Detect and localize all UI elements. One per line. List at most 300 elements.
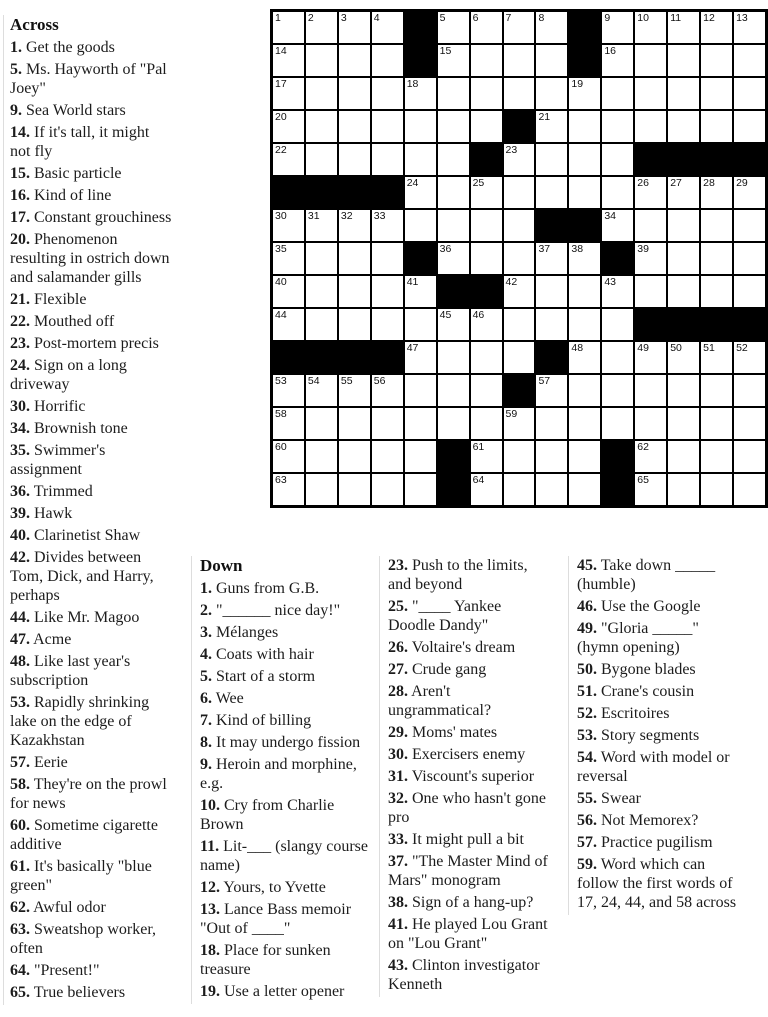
grid-cell[interactable] <box>635 441 666 472</box>
grid-cell[interactable] <box>602 276 633 307</box>
cell-number: 35 <box>275 243 287 255</box>
grid-cell[interactable] <box>635 45 666 76</box>
clue: 61. It's basically "blue green" <box>10 858 152 894</box>
grid-cell[interactable] <box>504 78 535 109</box>
grid-cell[interactable] <box>339 309 370 340</box>
clue-number: 48. <box>10 653 30 670</box>
grid-cell[interactable] <box>438 243 469 274</box>
grid-cell[interactable] <box>536 408 567 439</box>
across-header: Across <box>10 15 59 34</box>
grid-cell[interactable] <box>339 375 370 406</box>
grid-cell[interactable] <box>569 474 600 505</box>
grid-cell[interactable] <box>405 144 436 175</box>
grid-cell[interactable] <box>668 177 699 208</box>
grid-cell[interactable] <box>734 111 765 142</box>
cell-number: 1 <box>275 12 281 24</box>
grid-block <box>635 144 666 175</box>
cell-number: 45 <box>439 309 452 321</box>
grid-cell[interactable] <box>569 78 600 109</box>
cell-number: 41 <box>406 276 419 288</box>
grid-cell[interactable] <box>668 441 699 472</box>
grid-cell[interactable] <box>635 111 666 142</box>
grid-block <box>734 144 765 175</box>
clue-number: 51. <box>577 683 597 700</box>
clue: 47. Acme <box>10 631 72 648</box>
grid-cell[interactable] <box>372 408 403 439</box>
grid-cell[interactable] <box>602 375 633 406</box>
cell-number: 38 <box>571 243 584 255</box>
clue: 45. Take down _____ (humble) <box>577 557 716 593</box>
clue-number: 25. <box>388 598 408 615</box>
grid-cell[interactable] <box>701 243 732 274</box>
clue: 14. If it's tall, it might not fly <box>10 124 150 160</box>
clue: 23. Push to the limits, and beyond <box>388 557 528 593</box>
grid-cell[interactable] <box>471 243 502 274</box>
grid-cell[interactable] <box>635 408 666 439</box>
grid-block <box>306 342 337 373</box>
cell-number: 51 <box>703 342 715 354</box>
grid-cell[interactable] <box>471 111 502 142</box>
grid-cell[interactable] <box>273 45 304 76</box>
clue: 33. It might pull a bit <box>388 831 524 848</box>
grid-block <box>569 210 600 241</box>
cell-number: 61 <box>472 441 485 453</box>
grid-cell[interactable] <box>668 474 699 505</box>
cell-number: 42 <box>505 276 518 288</box>
grid-cell[interactable] <box>701 441 732 472</box>
grid-cell[interactable] <box>273 210 304 241</box>
grid-cell[interactable] <box>602 111 633 142</box>
clue: 9. Sea World stars <box>10 102 126 119</box>
grid-cell[interactable] <box>372 441 403 472</box>
grid-cell[interactable] <box>701 276 732 307</box>
grid-cell[interactable] <box>668 243 699 274</box>
grid-cell[interactable] <box>536 177 567 208</box>
clue: 55. Swear <box>577 790 641 807</box>
grid-block <box>306 177 337 208</box>
grid-cell[interactable] <box>504 210 535 241</box>
cell-number: 46 <box>472 309 485 321</box>
clue: 65. True believers <box>10 984 126 1001</box>
grid-cell[interactable] <box>536 78 567 109</box>
grid-cell[interactable] <box>635 78 666 109</box>
clue: 5. Start of a storm <box>200 668 316 685</box>
grid-cell[interactable] <box>536 375 567 406</box>
grid-cell[interactable] <box>602 177 633 208</box>
grid-cell[interactable] <box>306 111 337 142</box>
grid-cell[interactable] <box>635 342 666 373</box>
grid-cell[interactable] <box>668 210 699 241</box>
cell-number: 40 <box>275 276 287 288</box>
grid-block <box>504 375 535 406</box>
grid-cell[interactable] <box>668 276 699 307</box>
grid-block <box>668 144 699 175</box>
clue-number: 41. <box>388 916 408 933</box>
clue-number: 32. <box>388 790 408 807</box>
grid-cell[interactable] <box>306 45 337 76</box>
grid-cell[interactable] <box>504 441 535 472</box>
grid-block <box>405 243 436 274</box>
grid-cell[interactable] <box>471 177 502 208</box>
grid-cell[interactable] <box>372 375 403 406</box>
clue: 30. Horrific <box>10 398 86 415</box>
grid-cell[interactable] <box>273 408 304 439</box>
crossword-grid <box>270 9 768 508</box>
grid-cell[interactable] <box>504 474 535 505</box>
grid-cell[interactable] <box>471 408 502 439</box>
grid-cell[interactable] <box>668 342 699 373</box>
grid-cell[interactable] <box>569 111 600 142</box>
grid-cell[interactable] <box>339 78 370 109</box>
grid-block <box>471 144 502 175</box>
grid-cell[interactable] <box>339 210 370 241</box>
grid-cell[interactable] <box>635 474 666 505</box>
grid-cell[interactable] <box>372 210 403 241</box>
clue-number: 11. <box>200 838 220 855</box>
grid-cell[interactable] <box>701 210 732 241</box>
grid-cell[interactable] <box>569 243 600 274</box>
cell-number: 8 <box>538 12 545 24</box>
grid-cell[interactable] <box>569 177 600 208</box>
grid-cell[interactable] <box>471 375 502 406</box>
grid-cell[interactable] <box>273 144 304 175</box>
grid-cell[interactable] <box>701 342 732 373</box>
grid-cell[interactable] <box>668 12 699 43</box>
grid-cell[interactable] <box>405 177 436 208</box>
grid-cell[interactable] <box>438 12 469 43</box>
grid-cell[interactable] <box>701 78 732 109</box>
grid-block <box>569 12 600 43</box>
grid-cell[interactable] <box>273 276 304 307</box>
grid-cell[interactable] <box>306 12 337 43</box>
grid-cell[interactable] <box>569 276 600 307</box>
grid-block <box>405 45 436 76</box>
grid-cell[interactable] <box>635 276 666 307</box>
grid-cell[interactable] <box>734 243 765 274</box>
grid-cell[interactable] <box>701 177 732 208</box>
grid-cell[interactable] <box>734 276 765 307</box>
grid-cell[interactable] <box>536 12 567 43</box>
clue: 13. Lance Bass memoir "Out of ____" <box>200 901 352 937</box>
cell-number: 11 <box>670 12 682 24</box>
grid-cell[interactable] <box>405 375 436 406</box>
grid-cell[interactable] <box>405 111 436 142</box>
clue: 32. One who hasn't gone pro <box>388 790 546 826</box>
grid-cell[interactable] <box>602 45 633 76</box>
grid-cell[interactable] <box>438 210 469 241</box>
cell-number: 20 <box>275 111 287 123</box>
grid-cell[interactable] <box>438 375 469 406</box>
clue-number: 1. <box>200 580 212 597</box>
grid-block <box>405 12 436 43</box>
grid-cell[interactable] <box>471 78 502 109</box>
clue: 31. Viscount's superior <box>388 768 535 785</box>
clue-number: 45. <box>577 557 597 574</box>
grid-cell[interactable] <box>635 177 666 208</box>
grid-cell[interactable] <box>536 276 567 307</box>
grid-cell[interactable] <box>734 78 765 109</box>
grid-cell[interactable] <box>701 12 732 43</box>
grid-cell[interactable] <box>306 441 337 472</box>
grid-cell[interactable] <box>668 375 699 406</box>
grid-cell[interactable] <box>306 375 337 406</box>
grid-cell[interactable] <box>602 342 633 373</box>
grid-cell[interactable] <box>635 243 666 274</box>
grid-cell[interactable] <box>734 45 765 76</box>
clue: 26. Voltaire's dream <box>388 639 516 656</box>
grid-cell[interactable] <box>306 309 337 340</box>
grid-block <box>668 309 699 340</box>
grid-cell[interactable] <box>339 45 370 76</box>
cell-number: 57 <box>538 375 551 387</box>
grid-cell[interactable] <box>405 342 436 373</box>
grid-cell[interactable] <box>734 441 765 472</box>
grid-cell[interactable] <box>668 111 699 142</box>
grid-cell[interactable] <box>306 210 337 241</box>
grid-cell[interactable] <box>701 111 732 142</box>
grid-cell[interactable] <box>372 45 403 76</box>
cell-number: 63 <box>275 474 287 486</box>
grid-cell[interactable] <box>273 243 304 274</box>
cell-number: 59 <box>505 408 518 420</box>
grid-cell[interactable] <box>372 276 403 307</box>
grid-cell[interactable] <box>504 408 535 439</box>
grid-cell[interactable] <box>405 474 436 505</box>
grid-cell[interactable] <box>273 474 304 505</box>
grid-cell[interactable] <box>273 78 304 109</box>
grid-block <box>635 309 666 340</box>
clue: 51. Crane's cousin <box>577 683 695 700</box>
grid-cell[interactable] <box>701 474 732 505</box>
grid-cell[interactable] <box>602 78 633 109</box>
cell-number: 14 <box>275 45 287 57</box>
grid-cell[interactable] <box>602 12 633 43</box>
grid-cell[interactable] <box>339 276 370 307</box>
cell-number: 47 <box>406 342 419 354</box>
grid-cell[interactable] <box>405 408 436 439</box>
grid-cell[interactable] <box>504 309 535 340</box>
clue-number: 9. <box>200 756 212 773</box>
grid-cell[interactable] <box>372 144 403 175</box>
grid-cell[interactable] <box>438 309 469 340</box>
cell-number: 23 <box>505 144 518 156</box>
grid-cell[interactable] <box>569 408 600 439</box>
grid-cell[interactable] <box>471 309 502 340</box>
clue-number: 44. <box>10 609 30 626</box>
grid-cell[interactable] <box>504 276 535 307</box>
grid-cell[interactable] <box>635 375 666 406</box>
grid-cell[interactable] <box>602 309 633 340</box>
grid-block <box>273 342 304 373</box>
grid-cell[interactable] <box>471 210 502 241</box>
grid-cell[interactable] <box>372 309 403 340</box>
grid-cell[interactable] <box>536 144 567 175</box>
grid-cell[interactable] <box>536 111 567 142</box>
grid-cell[interactable] <box>306 144 337 175</box>
cell-number: 31 <box>307 210 320 222</box>
grid-cell[interactable] <box>372 78 403 109</box>
clue-number: 16. <box>10 187 30 204</box>
clue: 9. Heroin and morphine, e.g. <box>200 756 357 792</box>
grid-cell[interactable] <box>536 474 567 505</box>
grid-cell[interactable] <box>668 78 699 109</box>
clue: 41. He played Lou Grant on "Lou Grant" <box>388 916 548 952</box>
grid-cell[interactable] <box>438 144 469 175</box>
clue: 5. Ms. Hayworth of "Pal Joey" <box>10 61 167 97</box>
grid-cell[interactable] <box>273 441 304 472</box>
grid-cell[interactable] <box>635 210 666 241</box>
clue-number: 39. <box>10 505 30 522</box>
grid-cell[interactable] <box>569 309 600 340</box>
grid-cell[interactable] <box>471 441 502 472</box>
clue: 7. Kind of billing <box>200 712 312 729</box>
grid-cell[interactable] <box>438 78 469 109</box>
grid-cell[interactable] <box>306 243 337 274</box>
grid-cell[interactable] <box>339 243 370 274</box>
grid-cell[interactable] <box>504 243 535 274</box>
clue-number: 64. <box>10 962 30 979</box>
grid-cell[interactable] <box>602 408 633 439</box>
grid-cell[interactable] <box>339 474 370 505</box>
grid-cell[interactable] <box>438 342 469 373</box>
clue-number: 34. <box>10 420 30 437</box>
grid-cell[interactable] <box>471 342 502 373</box>
grid-cell[interactable] <box>405 78 436 109</box>
grid-cell[interactable] <box>734 375 765 406</box>
grid-cell[interactable] <box>339 408 370 439</box>
grid-cell[interactable] <box>504 177 535 208</box>
grid-cell[interactable] <box>273 111 304 142</box>
grid-cell[interactable] <box>569 441 600 472</box>
grid-cell[interactable] <box>438 111 469 142</box>
grid-cell[interactable] <box>339 12 370 43</box>
clue-number: 57. <box>577 834 597 851</box>
cell-number: 12 <box>703 12 715 24</box>
grid-block <box>438 276 469 307</box>
grid-cell[interactable] <box>536 309 567 340</box>
grid-cell[interactable] <box>339 111 370 142</box>
cell-number: 9 <box>604 12 611 24</box>
clue-number: 3. <box>200 624 212 641</box>
clue-number: 15. <box>10 165 30 182</box>
clue: 59. Word which can follow the first words of 17, 24, 44, and 58 across <box>577 856 737 911</box>
grid-cell[interactable] <box>273 375 304 406</box>
clue-number: 28. <box>388 683 408 700</box>
grid-cell[interactable] <box>668 408 699 439</box>
clue-number: 52. <box>577 705 597 722</box>
cell-number: 32 <box>340 210 353 222</box>
grid-cell[interactable] <box>273 12 304 43</box>
grid-cell[interactable] <box>372 474 403 505</box>
grid-cell[interactable] <box>504 12 535 43</box>
grid-cell[interactable] <box>405 309 436 340</box>
clue-number: 46. <box>577 598 597 615</box>
grid-cell[interactable] <box>734 474 765 505</box>
clue: 10. Cry from Charlie Brown <box>200 797 335 833</box>
grid-cell[interactable] <box>438 45 469 76</box>
grid-cell[interactable] <box>734 12 765 43</box>
grid-block <box>536 210 567 241</box>
grid-cell[interactable] <box>471 474 502 505</box>
clue: 48. Like last year's subscription <box>10 653 131 689</box>
cell-number: 50 <box>670 342 682 354</box>
cell-number: 53 <box>275 375 287 387</box>
grid-cell[interactable] <box>273 309 304 340</box>
grid-cell[interactable] <box>339 144 370 175</box>
clue-number: 24. <box>10 357 30 374</box>
grid-cell[interactable] <box>635 12 666 43</box>
clue: 19. Use a letter opener <box>200 983 345 1000</box>
grid-cell[interactable] <box>438 177 469 208</box>
grid-cell[interactable] <box>536 45 567 76</box>
clue: 28. Aren't ungrammatical? <box>388 683 492 719</box>
grid-cell[interactable] <box>734 210 765 241</box>
cell-number: 36 <box>439 243 452 255</box>
grid-cell[interactable] <box>701 45 732 76</box>
clue: 40. Clarinetist Shaw <box>10 527 141 544</box>
clue-number: 8. <box>200 734 212 751</box>
cell-number: 58 <box>275 408 287 420</box>
grid-cell[interactable] <box>569 144 600 175</box>
grid-cell[interactable] <box>602 144 633 175</box>
grid-cell[interactable] <box>701 408 732 439</box>
grid-cell[interactable] <box>372 111 403 142</box>
across-clues-column <box>3 15 173 1005</box>
clue: 17. Constant grouchiness <box>10 209 172 226</box>
clue-number: 58. <box>10 776 30 793</box>
cell-number: 52 <box>736 342 748 354</box>
grid-cell[interactable] <box>405 210 436 241</box>
grid-cell[interactable] <box>602 210 633 241</box>
grid-cell[interactable] <box>734 342 765 373</box>
grid-cell[interactable] <box>504 45 535 76</box>
grid-block <box>438 441 469 472</box>
grid-cell[interactable] <box>471 45 502 76</box>
grid-cell[interactable] <box>306 474 337 505</box>
grid-cell[interactable] <box>306 276 337 307</box>
grid-cell[interactable] <box>536 441 567 472</box>
down-clues-column-1 <box>191 556 372 1004</box>
grid-cell[interactable] <box>734 408 765 439</box>
clue-number: 53. <box>577 727 597 744</box>
clue: 58. They're on the prowl for news <box>10 776 167 812</box>
clue: 36. Trimmed <box>10 483 93 500</box>
grid-cell[interactable] <box>734 177 765 208</box>
grid-cell[interactable] <box>372 243 403 274</box>
grid-cell[interactable] <box>569 342 600 373</box>
grid-cell[interactable] <box>306 78 337 109</box>
grid-cell[interactable] <box>339 441 370 472</box>
grid-cell[interactable] <box>701 375 732 406</box>
clue-number: 62. <box>10 899 30 916</box>
down-clue-list-1 <box>200 579 372 1001</box>
grid-cell[interactable] <box>306 408 337 439</box>
grid-cell[interactable] <box>536 243 567 274</box>
grid-cell[interactable] <box>405 441 436 472</box>
grid-cell[interactable] <box>372 12 403 43</box>
grid-cell[interactable] <box>668 45 699 76</box>
grid-cell[interactable] <box>471 12 502 43</box>
grid-cell[interactable] <box>569 375 600 406</box>
grid-cell[interactable] <box>405 276 436 307</box>
grid-cell[interactable] <box>504 342 535 373</box>
clue: 1. Guns from G.B. <box>200 580 320 597</box>
grid-cell[interactable] <box>504 144 535 175</box>
clue: 64. "Present!" <box>10 962 100 979</box>
grid-cell[interactable] <box>438 408 469 439</box>
clue-number: 50. <box>577 661 597 678</box>
clue-number: 60. <box>10 817 30 834</box>
